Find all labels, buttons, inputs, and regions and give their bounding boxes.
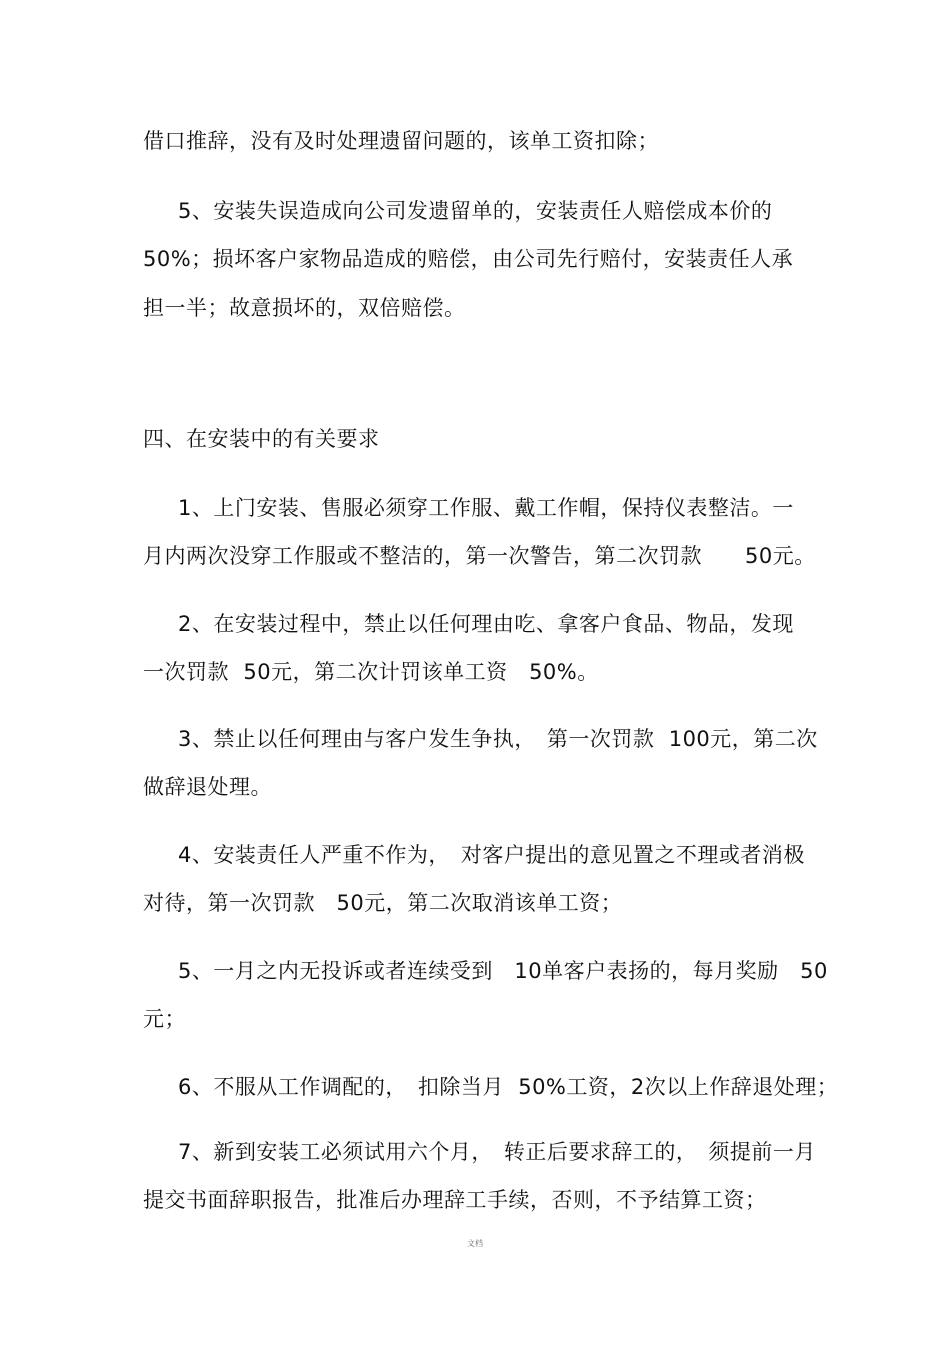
text-line: 做辞退处理。 [143,775,272,799]
text-line: 7、新到安装工必须试用六个月， 转正后要求辞工的， 须提前一月 [178,1140,816,1164]
text-line: 5、一月之内无投诉或者连续受到 10单客户表扬的，每月奖励 50 [178,959,828,983]
text-line: 月内两次没穿工作服或不整洁的，第一次警告，第二次罚款 50元。 [143,544,816,568]
text-line: 担一半；故意损坏的，双倍赔偿。 [143,296,466,320]
text-line: 3、禁止以任何理由与客户发生争执， 第一次罚款 100元，第二次 [178,727,818,751]
text-line: 50%；损坏客户家物品造成的赔偿，由公司先行赔付，安装责任人承 [143,247,794,271]
text-line: 6、不服从工作调配的， 扣除当月 50%工资，2次以上作辞退处理； [178,1075,839,1099]
text-line: 5、安装失误造成向公司发遗留单的，安装责任人赔偿成本价的 [178,199,773,223]
text-line: 提交书面辞职报告，批准后办理辞工手续，否则，不予结算工资； [143,1188,767,1212]
page-footer: 文档 [467,1239,483,1248]
text-line: 2、在安装过程中，禁止以任何理由吃、拿客户食品、物品，发现 [178,612,794,636]
text-line: 借口推辞，没有及时处理遗留问题的，该单工资扣除； [143,129,659,153]
section-heading: 四、在安装中的有关要求 [143,427,380,451]
text-line: 对待，第一次罚款 50元，第二次取消该单工资； [143,891,623,915]
text-line: 一次罚款 50元，第二次计罚该单工资 50%。 [143,660,599,684]
text-line: 4、安装责任人严重不作为， 对客户提出的意见置之不理或者消极 [178,843,805,867]
text-line: 元； [143,1007,186,1031]
text-line: 1、上门安装、售服必须穿工作服、戴工作帽，保持仪表整洁。一 [178,496,794,520]
